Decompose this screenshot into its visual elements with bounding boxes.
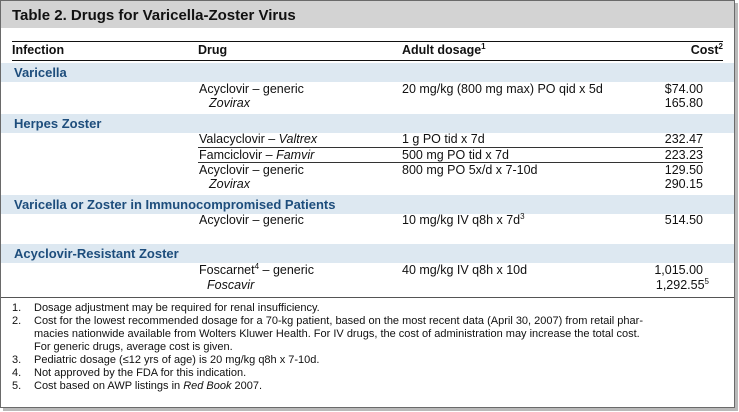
section-varicella — [1, 63, 734, 82]
drug-brand: Zovirax — [209, 177, 250, 191]
footnote-text: Pediatric dosage (≤12 yrs of age) is 20 mg/kg q8h x 7-10d. — [34, 354, 320, 366]
header-dosage-label: Adult dosage — [402, 43, 482, 57]
drug-generic: Famciclovir – — [199, 148, 277, 162]
footnote-ref: 4 — [254, 261, 260, 271]
footnote-number: 1. — [12, 302, 22, 314]
cost — [656, 278, 709, 292]
header-cost-label: Cost — [690, 43, 719, 57]
footnote-text-pre: Cost based on AWP listings in — [34, 380, 184, 392]
cost: 223.23 — [664, 148, 703, 162]
section-immunocompromised — [1, 195, 734, 214]
header-bottom-rule — [12, 60, 723, 61]
drug-generic-suffix: – generic — [259, 263, 314, 277]
dosage: 500 mg PO tid x 7d — [402, 148, 510, 162]
dosage: 40 mg/kg IV q8h x 10d — [402, 263, 528, 277]
header-infection: Infection — [12, 43, 65, 57]
drug-name: Acyclovir – generic — [199, 82, 304, 96]
header-drug: Drug — [198, 43, 228, 57]
cost: 129.50 — [664, 163, 703, 177]
footnote-text: Cost for the lowest recommended dosage for a 70-kg patient, based on the most recent data (April 30, 2007) from retail phar- — [34, 315, 643, 327]
drug-brand: Valtrex — [278, 132, 318, 146]
title-bar — [1, 1, 734, 28]
header-dosage — [402, 43, 486, 57]
cost: 290.15 — [664, 177, 703, 191]
drug-brand: Zovirax — [209, 96, 250, 110]
cost: 1,015.00 — [654, 263, 703, 277]
footnote-text: For generic drugs, average cost is given. — [34, 341, 233, 353]
cost: $74.00 — [664, 82, 703, 96]
cost: 514.50 — [664, 213, 703, 227]
header-top-rule — [12, 41, 723, 42]
section-title: Varicella or Zoster in Immunocompromised Patients — [14, 197, 336, 212]
dosage: 20 mg/kg (800 mg max) PO qid x 5d — [402, 82, 603, 96]
drug-name: Acyclovir – generic — [199, 163, 304, 177]
header-cost — [691, 43, 723, 57]
footnote-text: macies nationwide available from Wolters Kluwer Health. For IV drugs, the cost of administration may increase the total cost. — [34, 328, 640, 340]
drug-brand: Famvir — [276, 148, 315, 162]
footnote-text — [34, 380, 262, 393]
drug-name — [199, 132, 317, 146]
header-cost-footnote-ref: 2 — [718, 41, 723, 51]
cost: 165.80 — [664, 96, 703, 110]
cost-text: 1,292.55 — [655, 278, 705, 292]
footnote-text-italic: Red Book — [183, 380, 232, 392]
dosage — [402, 213, 525, 227]
footnote-text: Not approved by the FDA for this indication. — [34, 367, 247, 379]
drug-name: Acyclovir – generic — [199, 213, 304, 227]
footnote-text-post: 2007. — [231, 380, 263, 392]
section-acyclovir-resistant — [1, 244, 734, 263]
table-title: Table 2. Drugs for Varicella-Zoster Virus — [12, 7, 296, 24]
footnote-number: 5. — [12, 380, 22, 392]
drug-name — [199, 148, 314, 162]
dosage: 1 g PO tid x 7d — [402, 132, 485, 146]
footnote-number: 4. — [12, 367, 22, 379]
footnote-ref: 3 — [520, 211, 525, 221]
cost: 232.47 — [664, 132, 703, 146]
section-title: Herpes Zoster — [14, 116, 102, 131]
section-title: Acyclovir-Resistant Zoster — [14, 246, 179, 261]
section-title: Varicella — [14, 65, 67, 80]
drug-name — [199, 263, 314, 277]
section-herpes-zoster — [1, 114, 734, 133]
dosage-text: 10 mg/kg IV q8h x 7d — [402, 213, 521, 227]
header-dosage-footnote-ref: 1 — [481, 41, 486, 51]
drug-brand: Foscavir — [207, 278, 255, 292]
footnote-number: 2. — [12, 315, 22, 327]
footnote-number: 3. — [12, 354, 22, 366]
footnote-ref: 5 — [704, 276, 709, 286]
table-bottom-rule — [1, 297, 734, 298]
drug-generic: Valacyclovir – — [199, 132, 279, 146]
dosage: 800 mg PO 5x/d x 7-10d — [402, 163, 538, 177]
footnote-text: Dosage adjustment may be required for renal insufficiency. — [34, 302, 320, 314]
drug-generic: Foscarnet — [199, 263, 255, 277]
